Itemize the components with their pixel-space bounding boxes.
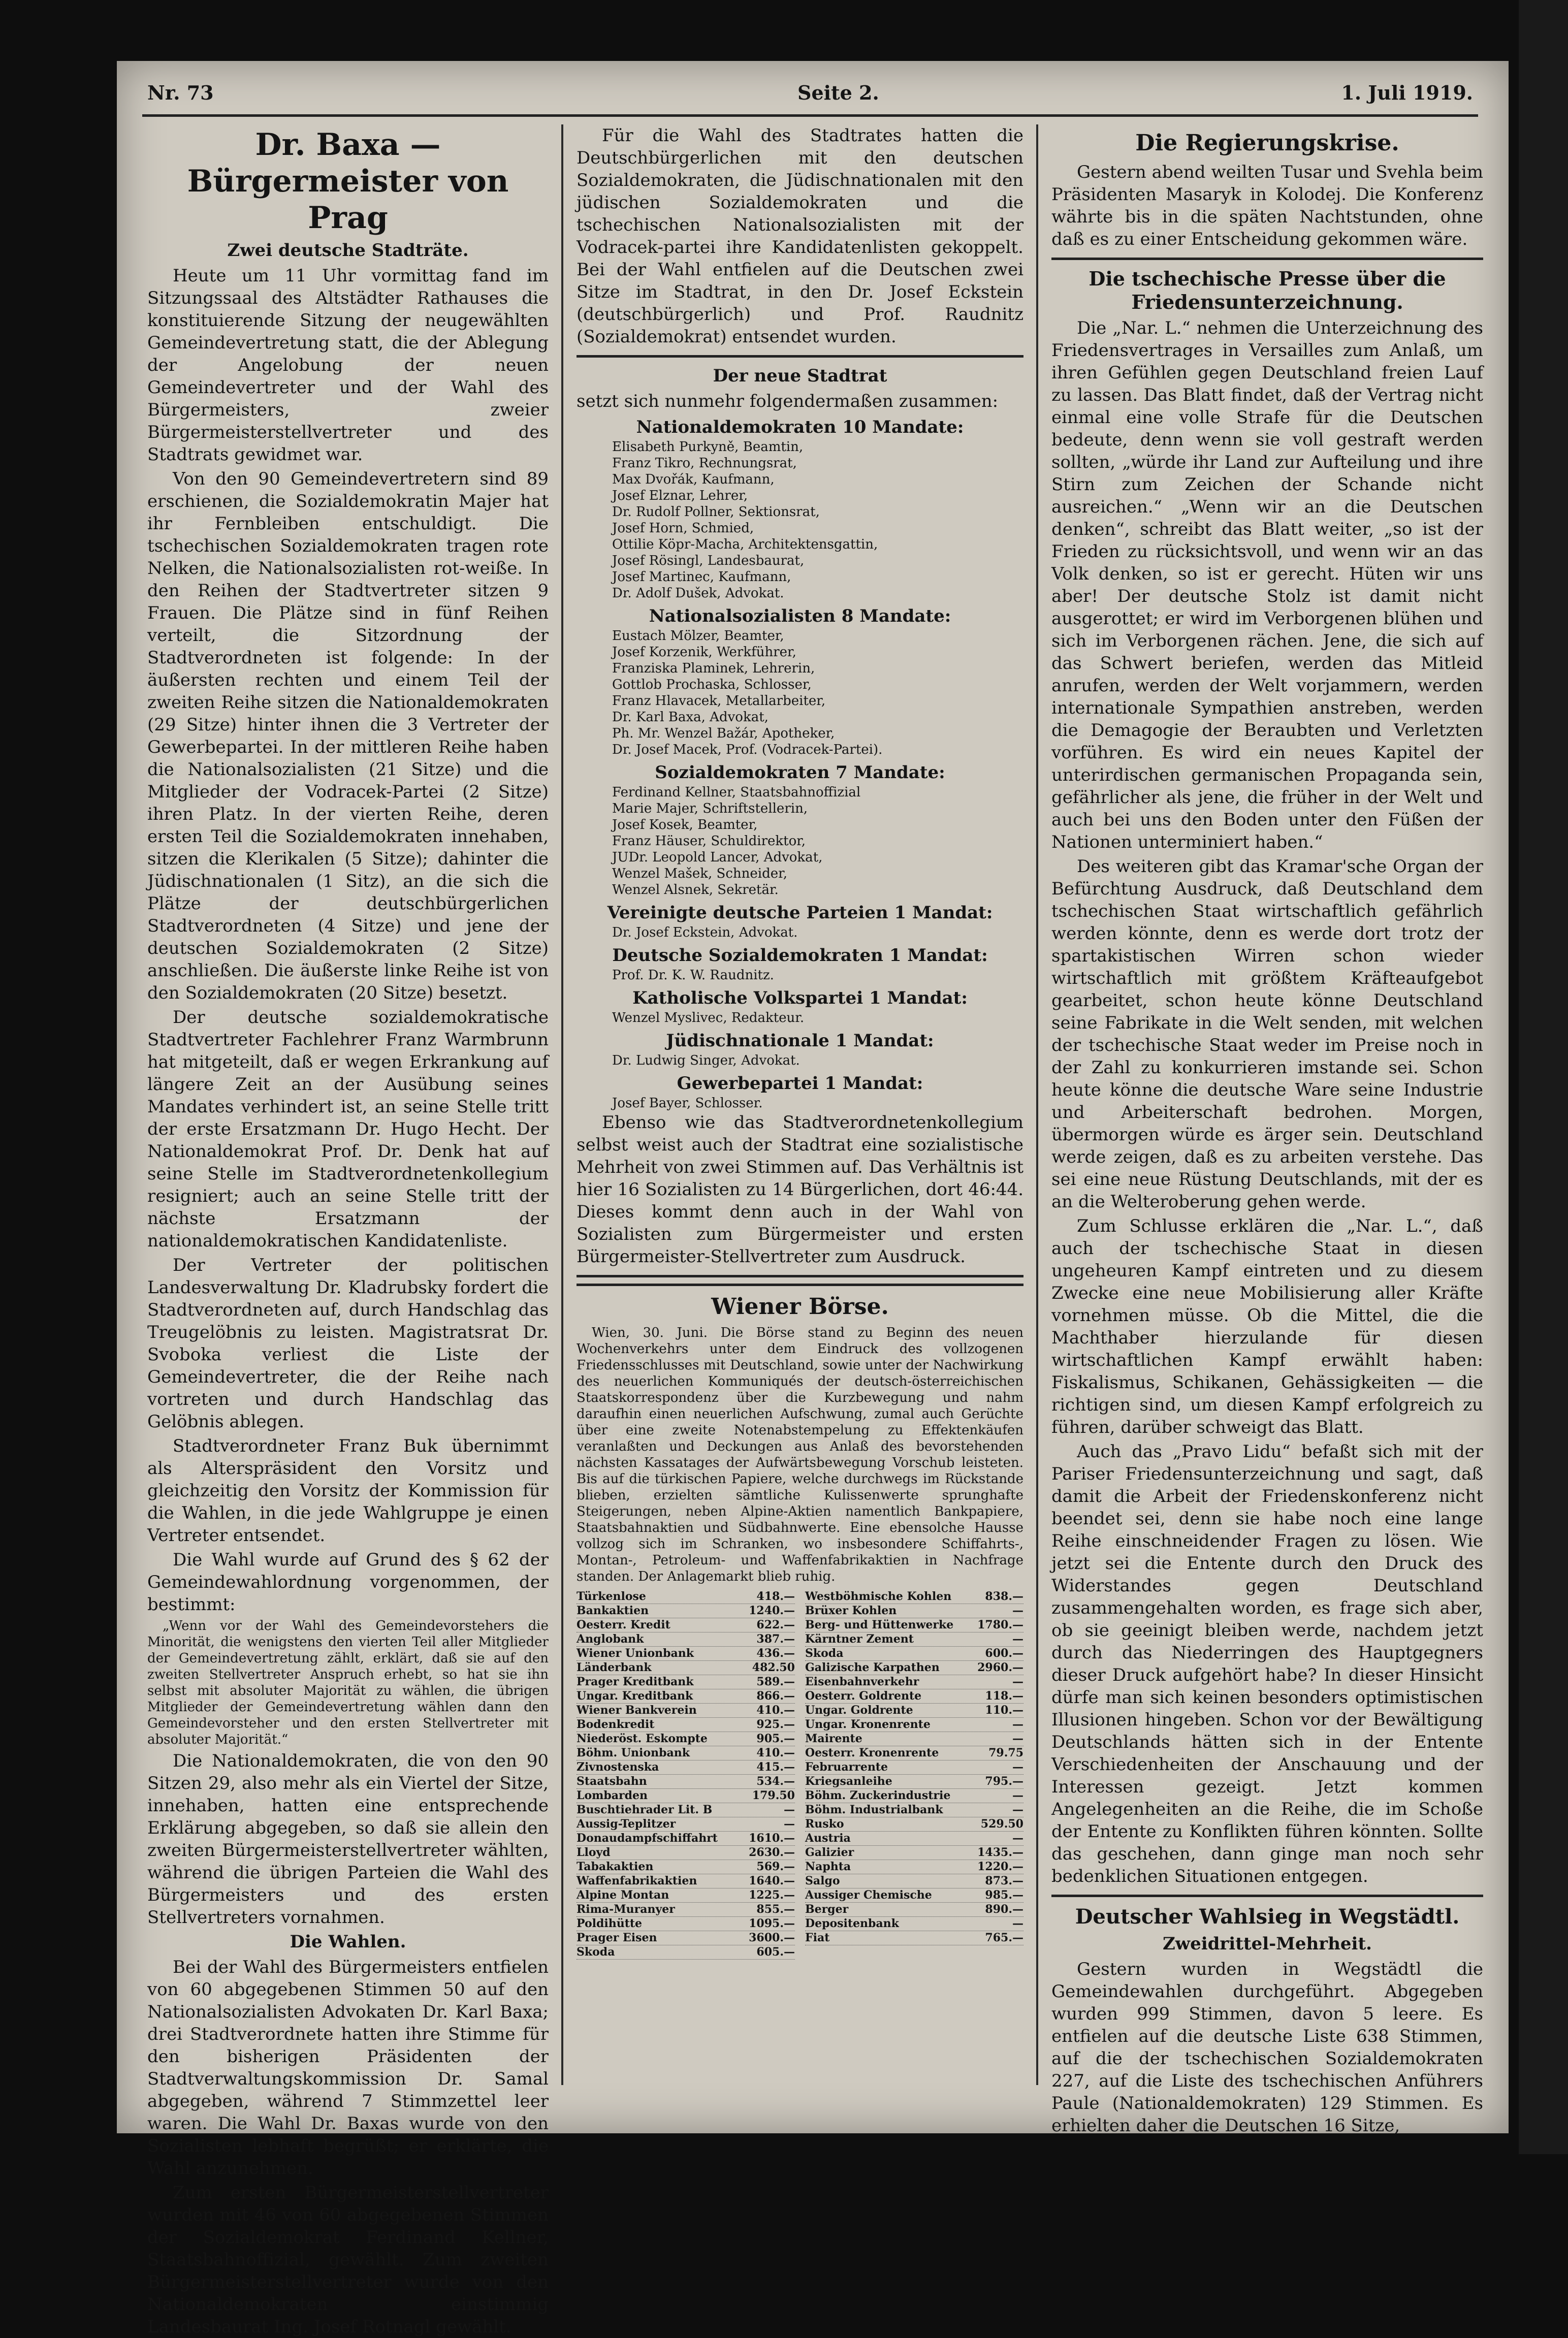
market-row: [577, 1803, 795, 1817]
market-value: 3600.—: [749, 1931, 795, 1944]
paragraph: Gestern abend weilten Tusar und Svehla beim Präsidenten Masaryk in Kolodej. Die Konferenz währte bis in die späten Nachtstunden, ohne daß es zu einer Entscheidung gekommen wäre.: [1051, 162, 1483, 249]
market-value: 1640.—: [749, 1874, 795, 1887]
market-value: —: [784, 1803, 795, 1816]
market-row: [805, 1632, 1023, 1647]
market-name: Buschtiehrader Lit. B: [577, 1803, 713, 1816]
member: Ph. Mr. Wenzel Bažár, Apotheker,: [612, 726, 835, 741]
article-title-presse: Die tschechische Presse über die Friedensunterzeichnung.: [1089, 267, 1446, 313]
market-value: —: [1012, 1632, 1023, 1646]
market-row: [805, 1874, 1023, 1888]
paragraph: Für die Wahl des Stadtrates hatten die Deutschbürgerlichen mit den deutschen Sozialdemokraten, die Jüdischnationalen mit den jüdischen Sozialdemokraten und die tschechischen Nationalsozialisten mit der Vodracek-partei ihre Kandidatenlisten gekoppelt. Bei der Wahl entfielen auf die Deutschen zwei Sitze im Stadtrat, in den Dr. Josef Eckstein (deutschbürgerlich) und Prof. Raudnitz (Sozialdemokrat) entsendet wurden.: [577, 125, 1023, 347]
member: Josef Korzenik, Werkführer,: [612, 645, 796, 660]
paragraph: Gestern wurden in Wegstädtl die Gemeindewahlen durchgeführt. Abgegeben wurden 999 Stimmen, davon 5 leere. Es entfielen auf die deutsche Liste 638 Stimmen, auf die der tschechischen Sozialdemokraten 227, auf die Liste des tschechischen Anführers Paule (Nationaldemokraten) 129 Stimmen. Es erhielten daher die Deutschen 16 Sitze,: [1051, 1959, 1483, 2136]
market-name: Böhm. Industrialbank: [805, 1803, 943, 1816]
market-value: 2960.—: [977, 1661, 1023, 1674]
market-name: Türkenlose: [577, 1590, 646, 1603]
market-row: [577, 1931, 795, 1945]
market-value: 118.—: [985, 1689, 1023, 1703]
subheading-wahlen: Die Wahlen.: [290, 1932, 406, 1952]
market-name: Oesterr. Kredit: [577, 1618, 670, 1631]
market-row: [577, 1632, 795, 1647]
boerse-title: Wiener Börse.: [711, 1294, 889, 1320]
market-name: Böhm. Unionbank: [577, 1746, 690, 1759]
paragraph: Heute um 11 Uhr vormittag fand im Sitzungssaal des Altstädter Rathauses die konstituierende Sitzung der neugewählten Gemeindevertretung statt, die der Ablegung der Angelobung der neuen Gemeindevertreter und der Wahl des Bürgermeisters, zweier Bürgermeisterstellvertreter und des Stadtrats gewidmet war.: [147, 266, 549, 465]
market-value: 482.50: [752, 1661, 795, 1674]
market-value: 1780.—: [977, 1618, 1023, 1631]
market-name: Kärntner Zement: [805, 1632, 914, 1646]
market-value: 795.—: [985, 1775, 1023, 1788]
column-2: [577, 124, 1023, 2070]
market-value: —: [1012, 1718, 1023, 1731]
market-value: —: [1012, 1917, 1023, 1930]
market-value: 418.—: [756, 1590, 795, 1603]
rule-double: [577, 1275, 1023, 1286]
article-title-wahlsieg: Deutscher Wahlsieg in Wegstädtl.: [1075, 1905, 1460, 1929]
market-name: Zivnostenska: [577, 1760, 659, 1774]
paragraph: Zum Schlusse erklären die „Nar. L.“, daß auch der tschechische Staat in diesen ungeheuren Kampf eintreten und zu diesem Zwecke eine neue Mobilisierung aller Kräfte vornehmen müsse. Ob die Mittel, die die Machthaber hierzulande für diesen wirtschaftlichen Kampf erwählt haben: Fiskalismus, Schikanen, Gehässigkeiten — die richtigen sind, um diesen Kampf erfolgreich zu führen, darüber schweigt das Blatt.: [1051, 1216, 1483, 1437]
market-name: Bankaktien: [577, 1604, 649, 1617]
market-row: [577, 1874, 795, 1888]
market-row: [577, 1817, 795, 1832]
market-column-right: [805, 1590, 1023, 1960]
market-value: 415.—: [756, 1760, 795, 1774]
market-name: Bodenkredit: [577, 1718, 655, 1731]
market-row: [805, 1888, 1023, 1903]
member: Franz Tikro, Rechnungsrat,: [612, 456, 797, 471]
market-value: 925.—: [756, 1718, 795, 1731]
market-value: —: [1012, 1803, 1023, 1816]
market-value: 110.—: [985, 1704, 1023, 1717]
paragraph: Auch das „Pravo Lidu“ befaßt sich mit der Pariser Friedensunterzeichnung und sagt, daß damit die Arbeit der Friedenskonferenz nicht beendet sei, denn sie habe noch eine lange Reihe einschneidender Fragen zu lösen. Wie jetzt sei die Entente durch den Druck des Widerstandes gegen Deutschland zusammengehalten worden, es frage sich aber, ob sie geeinigt bleiben werde, nachdem jetzt durch das Niederringen des Hauptgegners dieser Druck aufgehört habe? In dieser Hinsicht dürfe man sich keinen besonders optimistischen Illusionen hingeben. Schon vor der Bewältigung Deutschlands hätten sich in der Entente Verschiedenheiten der Anschauung und der Interessen gezeigt. Jetzt kommen Angelegenheiten an die Reihe, die im Schoße der Entente zu Konflikten führen könnten. Sollte das geschehen, dann ginge man noch sehr bedenklichen Situationen entgegen.: [1051, 1442, 1483, 1886]
market-name: Alpine Montan: [577, 1888, 669, 1902]
member: Dr. Rudolf Pollner, Sektionsrat,: [612, 504, 820, 520]
market-name: Donaudampfschiffahrt: [577, 1832, 718, 1845]
member: Max Dvořák, Kaufmann,: [612, 472, 775, 487]
market-row: [805, 1903, 1023, 1917]
member: Elisabeth Purkyně, Beamtin,: [612, 439, 804, 455]
member: Wenzel Mašek, Schneider,: [612, 866, 787, 881]
market-value: 622.—: [756, 1618, 795, 1631]
boerse-text: Wien, 30. Juni. Die Börse stand zu Beginn des neuen Wochenverkehrs unter dem Eindruck des vollzogenen Friedensschlusses mit Deutschland, sowie unter der Nachwirkung des neuerlichen Kommuniqués der deutsch-österreichischen Staatskorrespondenz über die Kurzbewegung und nahm daraufhin einen neuerlichen Aufschwung, zumal auch Gerüchte über eine zweite Notenabstempelung zu Effektenkäufen veranlaßten und Deckungen aus Anlaß des bevorstehenden nächsten Kassatages der Aufwärtsbewegung Vorschub leisteten. Bis auf die türkischen Papiere, welche durchwegs im Rückstande blieben, erzielten sämtliche Kulissenwerte sprunghafte Steigerungen, neben Alpine-Aktien namentlich Bankpapiere, Staatsbahnaktien und Südbahnwerte. Eine ebensolche Hausse vollzog sich im Schranken, wo insbesondere Schiffahrts-, Montan-, Petroleum- und Waffenfabrikaktien in Nachfrage standen. Der Anlagemarkt blieb ruhig.: [577, 1325, 1023, 1584]
market-name: Galizische Karpathen: [805, 1661, 940, 1674]
header-rule: [142, 114, 1478, 117]
market-table: [577, 1590, 1023, 1960]
page-header: [147, 81, 1473, 117]
market-name: Böhm. Zuckerindustrie: [805, 1789, 951, 1802]
market-value: 905.—: [756, 1732, 795, 1745]
member: JUDr. Leopold Lancer, Advokat,: [612, 850, 823, 865]
market-name: Tabakaktien: [577, 1860, 654, 1873]
member: Ferdinand Kellner, Staatsbahnoffizial: [612, 785, 861, 800]
market-name: Ungar. Kronenrente: [805, 1718, 931, 1731]
article-title-regierungskrise: Die Regierungskrise.: [1135, 130, 1399, 156]
party-heading: Nationalsozialisten 8 Mandate:: [649, 606, 951, 626]
market-value: 866.—: [756, 1689, 795, 1703]
market-name: Berger: [805, 1903, 849, 1916]
market-row: [577, 1604, 795, 1618]
market-row: [577, 1746, 795, 1760]
market-value: 1225.—: [749, 1888, 795, 1902]
market-value: 1240.—: [749, 1604, 795, 1617]
market-name: Staatsbahn: [577, 1775, 647, 1788]
party-heading: Vereinigte deutsche Parteien 1 Mandat:: [607, 903, 993, 923]
member: Josef Elznar, Lehrer,: [612, 488, 748, 503]
market-value: 890.—: [985, 1903, 1023, 1916]
market-row: [577, 1789, 795, 1803]
paragraph: Bei der Wahl des Bürgermeisters entfielen von 60 abgegebenen Stimmen 50 auf den Nationalsozialisten Advokaten Dr. Karl Baxa; drei Stadtverordnete hatten ihre Stimme für den bisherigen Präsidenten der Stadtverwaltungskommission Dr. Samal abgegeben, während 7 Stimmzettel leer waren. Die Wahl Dr. Baxas wurde von den Sozialisten lebhaft begrüßt; er erklärte, die Wahl anzunehmen.: [147, 1957, 549, 2179]
column-divider-2: [1036, 124, 1038, 2085]
market-row: [577, 1832, 795, 1846]
party-heading: Sozialdemokraten 7 Mandate:: [655, 762, 945, 783]
market-row: [805, 1732, 1023, 1746]
market-value: 855.—: [756, 1903, 795, 1916]
market-name: Ungar. Goldrente: [805, 1704, 913, 1717]
market-value: 569.—: [756, 1860, 795, 1873]
market-row: [805, 1746, 1023, 1760]
market-name: Depositenbank: [805, 1917, 899, 1930]
market-row: [805, 1789, 1023, 1803]
market-row: [577, 1945, 795, 1960]
column-3: [1051, 124, 1483, 2136]
market-row: [805, 1775, 1023, 1789]
market-value: 600.—: [985, 1647, 1023, 1660]
market-row: [805, 1931, 1023, 1945]
market-row: [577, 1860, 795, 1874]
member: Josef Rösingl, Landesbaurat,: [612, 553, 805, 568]
market-row: [805, 1860, 1023, 1874]
market-value: 1095.—: [749, 1917, 795, 1930]
market-name: Länderbank: [577, 1661, 652, 1674]
market-row: [577, 1675, 795, 1689]
market-name: Waffenfabrikaktien: [577, 1874, 697, 1887]
paragraph: Stadtverordneter Franz Buk übernimmt als Alterspräsident den Vorsitz und gleichzeitig den Vorsitz der Kommission für die Wahlen, in die jede Wahlgruppe je einen Vertreter entsendet.: [147, 1436, 549, 1546]
market-value: 79.75: [988, 1746, 1023, 1759]
market-row: [577, 1590, 795, 1604]
market-row: [577, 1647, 795, 1661]
market-name: Aussiger Chemische: [805, 1888, 932, 1902]
member: Dr. Josef Eckstein, Advokat.: [612, 925, 798, 940]
market-value: 589.—: [756, 1675, 795, 1688]
market-value: 765.—: [985, 1931, 1023, 1944]
newspaper-page: [117, 61, 1509, 2337]
market-row: [577, 1775, 795, 1789]
member: Ottilie Köpr-Macha, Architektensgattin,: [612, 537, 878, 552]
market-name: Wiener Unionbank: [577, 1647, 694, 1660]
market-name: Poldihütte: [577, 1917, 643, 1930]
market-name: Prager Kreditbank: [577, 1675, 694, 1688]
market-value: —: [784, 1817, 795, 1831]
paragraph: Die „Nar. L.“ nehmen die Unterzeichnung des Friedensvertrages in Versailles zum Anlaß, um ihren Gefühlen gegen Deutschland freien Lauf zu lassen. Das Blatt findet, daß der Vertrag nicht einmal eine volle Strafe für die Deutschen bedeute, denn wenn sie voll gestraft werden sollten, „würde ihr Land zur Aufteilung und ihre Stirn zum Zeichen der Schande nicht ausreichen.“ „Wenn wir an die Deutschen denken“, schreibt das Blatt weiter, „so ist der Frieden zu rücksichtsvoll, und wenn wir an das Volk denken, so ist er gerecht. Hüten wir uns aber! Der deutsche Stolz ist damit nicht ausgerottet; er wird im Verborgenen blühen und sich im Verborgenen rächen. Jene, die sich auf das Schwert beriefen, werden das Mitleid anrufen, werden der Welt vorjammern, werden internationale Sympathien anstreben, werden die Demagogie der Beraubten und Verletzten vorführen. Es wird ein neues Kapitel der unterirdischen germanischen Propaganda sein, gefährlicher als jene, die früher in der Welt und auch bei uns den Boden unter den Füßen der Nationen unterminiert haben.“: [1051, 318, 1483, 852]
rule: [577, 355, 1023, 358]
market-row: [805, 1618, 1023, 1632]
member: Gottlob Prochaska, Schlosser,: [612, 677, 812, 692]
market-row: [805, 1590, 1023, 1604]
market-name: Berg- und Hüttenwerke: [805, 1618, 954, 1631]
market-name: Brüxer Kohlen: [805, 1604, 897, 1617]
paragraph: Ebenso wie das Stadtverordnetenkollegium selbst weist auch der Stadtrat eine sozialistische Mehrheit von zwei Stimmen auf. Das Verhältnis ist hier 16 Sozialisten zu 14 Bürgerlichen, dort 46:44. Dieses kommt denn auch in der Wahl von Sozialisten zum Bürgermeister und ersten Bürgermeister-Stellvertreter zum Ausdruck.: [577, 1112, 1023, 1267]
party-heading: Nationaldemokraten 10 Mandate:: [636, 417, 964, 437]
market-name: Lombarden: [577, 1789, 648, 1802]
member: Franz Hlavacek, Metallarbeiter,: [612, 693, 826, 709]
market-row: [577, 1903, 795, 1917]
market-row: [805, 1647, 1023, 1661]
market-row: [577, 1846, 795, 1860]
market-row: [805, 1704, 1023, 1718]
market-row: [577, 1718, 795, 1732]
market-name: Galizier: [805, 1846, 854, 1859]
market-name: Austria: [805, 1832, 851, 1845]
market-row: [805, 1661, 1023, 1675]
market-row: [577, 1760, 795, 1775]
market-value: 838.—: [985, 1590, 1023, 1603]
market-name: Eisenbahnverkehr: [805, 1675, 919, 1688]
market-name: Mairente: [805, 1732, 862, 1745]
column-1: [147, 124, 549, 2337]
market-row: [577, 1704, 795, 1718]
market-name: Skoda: [577, 1945, 615, 1959]
member: Marie Majer, Schriftstellerin,: [612, 801, 808, 816]
market-value: 1610.—: [749, 1832, 795, 1845]
market-name: Ungar. Kreditbank: [577, 1689, 693, 1703]
market-value: 410.—: [756, 1746, 795, 1759]
member: Eustach Mölzer, Beamter,: [612, 628, 784, 644]
paragraph: Des weiteren gibt das Kramar'sche Organ der Befürchtung Ausdruck, daß Deutschland dem tschechischen Staat wirtschaftlich gefährlich werden könnte, denn es werde dort trotz der spartakistischen Wirren schon wieder wirtschaftlich mit größtem Kräfteaufgebot gearbeitet, schon heute könne Deutschland seine Fabrikate in die Welt senden, mit welchen der tschechische Staat weder im Preise noch in der Zahl zu konkurrieren imstande sei. Schon heute könne die deutsche Ware seine Industrie und Arbeiterschaft bedrohen. Morgen, übermorgen würde es ärger sein. Deutschland werde zeigen, daß es zu arbeiten verstehe. Das sei eine neue Rüstung Deutschlands, mit der es an die Welteroberung gehen werde.: [1051, 856, 1483, 1212]
market-row: [805, 1817, 1023, 1832]
market-value: 2630.—: [749, 1846, 795, 1859]
market-value: 410.—: [756, 1704, 795, 1717]
member: Dr. Ludwig Singer, Advokat.: [612, 1053, 800, 1068]
member: Franziska Plaminek, Lehrerin,: [612, 661, 815, 676]
market-value: 1220.—: [977, 1860, 1023, 1873]
paragraph: Zum ersten Bürgermeisterstellvertreter wurden mit 46 von 60 abgegebenen Stimmen der Sozialdemokrat Ferdinand Kellner, Staatsbahnoffizial, gewählt. Zum zweiten Bürgermeisterstellvertreter wurde von den Nationaldemokraten einstimmig Landesbaurat Ing. Josef Rotnagl gewählt.: [147, 2183, 549, 2337]
stadtrat-heading: Der neue Stadtrat: [713, 366, 887, 386]
market-value: —: [1012, 1789, 1023, 1802]
party-heading: Gewerbepartei 1 Mandat:: [677, 1073, 923, 1094]
rule: [1051, 1895, 1483, 1897]
market-row: [805, 1803, 1023, 1817]
scan-edge: [1519, 0, 1568, 2154]
market-name: Naphta: [805, 1860, 851, 1873]
market-name: Westböhmische Kohlen: [805, 1590, 952, 1603]
member: Prof. Dr. K. W. Raudnitz.: [612, 968, 774, 983]
market-name: Prager Eisen: [577, 1931, 657, 1944]
market-row: [805, 1689, 1023, 1704]
market-name: Wiener Bankverein: [577, 1704, 697, 1717]
market-value: 529.50: [980, 1817, 1023, 1831]
article-subtitle-wahlsieg: Zweidrittel-Mehrheit.: [1162, 1934, 1372, 1954]
member: Wenzel Alsnek, Sekretär.: [612, 882, 779, 898]
market-value: —: [1012, 1760, 1023, 1774]
member: Franz Häuser, Schuldirektor,: [612, 834, 806, 849]
member: Dr. Adolf Dušek, Advokat.: [612, 586, 784, 601]
market-row: [577, 1689, 795, 1704]
market-row: [577, 1732, 795, 1746]
party-heading: Katholische Volkspartei 1 Mandat:: [632, 988, 968, 1008]
member: Josef Martinec, Kaufmann,: [612, 569, 791, 585]
market-name: Fiat: [805, 1931, 830, 1944]
article-subtitle-baxa: Zwei deutsche Stadträte.: [227, 240, 469, 261]
market-value: 873.—: [985, 1874, 1023, 1887]
article-title-baxa: Dr. Baxa — Bürgermeister von Prag: [187, 127, 509, 236]
market-value: 605.—: [756, 1945, 795, 1959]
market-name: Rima-Muranyer: [577, 1903, 675, 1916]
market-value: —: [1012, 1832, 1023, 1845]
market-name: Lloyd: [577, 1846, 611, 1859]
member: Josef Kosek, Beamter,: [612, 817, 758, 832]
law-quote: „Wenn vor der Wahl des Gemeindevorstehers die Minorität, die wenigstens den vierten Teil aller Mitglieder der Gemeindevertretung zählt, erklärt, daß sie auf den zweiten Stellvertreter Anspruch erhebt, so hat sie ihn selbst mit absoluter Majorität zu wählen, die übrigen Mitglieder der Gemeindevertretung wählen dann den Gemeindevorsteher und den ersten Stellvertreter mit absoluter Majorität.“: [147, 1618, 549, 1747]
member: Josef Horn, Schmied,: [612, 521, 754, 536]
member: Josef Bayer, Schlosser.: [612, 1096, 763, 1111]
paragraph: Von den 90 Gemeindevertretern sind 89 erschienen, die Sozialdemokratin Majer hat ihr Fernbleiben entschuldigt. Die tschechischen Sozialdemokraten tragen rote Nelken, die Nationalsozialisten rot-weiße. In den Reihen der Stadtvertreter sitzen 9 Frauen. Die Plätze sind in fünf Reihen verteilt, die Sitzordnung der Stadtverordneten ist folgende: In der äußersten rechten und einem Teil der zweiten Reihe sitzen die Nationaldemokraten (29 Sitze) hinter ihnen die 3 Vertreter der Gewerbepartei. In der mittleren Reihe haben die Nationalsozialisten (21 Sitze) und die Mitglieder der Vodracek-Partei (2 Sitze) ihren Platz. In der vierten Reihe, deren ersten Teil die Sozialdemokraten innehaben, sitzen die Klerikalen (5 Sitze); dahinter die Jüdischnationalen (1 Sitz), an die sich die Plätze der deutschbürgerlichen Stadtverordneten (4 Sitze) und jene der deutschen Sozialdemokraten (2 Sitze) anschließen. Die äußerste linke Reihe ist von den Sozialdemokraten (20 Sitze) besetzt.: [147, 469, 549, 1003]
market-value: 179.50: [752, 1789, 795, 1802]
stadtrat-intro: setzt sich nunmehr folgendermaßen zusammen:: [577, 391, 999, 411]
market-row: [805, 1604, 1023, 1618]
market-value: 1435.—: [977, 1846, 1023, 1859]
market-row: [805, 1917, 1023, 1931]
market-name: Oesterr. Kronenrente: [805, 1746, 939, 1759]
market-row: [805, 1832, 1023, 1846]
issue-number: Nr. 73: [147, 81, 214, 104]
page-number: Seite 2.: [797, 81, 879, 104]
paragraph: Der Vertreter der politischen Landesverwaltung Dr. Kladrubsky fordert die Stadtverordneten auf, durch Handschlag das Treugelöbnis zu leisten. Magistratsrat Dr. Svoboka verliest die Liste der Gemeindevertreter, die der Reihe nach vortreten und durch Handschlag das Gelöbnis ablegen.: [147, 1255, 549, 1432]
market-row: [805, 1760, 1023, 1775]
market-value: —: [1012, 1675, 1023, 1688]
paragraph: Die Wahl wurde auf Grund des § 62 der Gemeindewahlordnung vorgenommen, der bestimmt:: [147, 1550, 549, 1615]
party-heading: Deutsche Sozialdemokraten 1 Mandat:: [612, 945, 988, 966]
paragraph: Die Nationaldemokraten, die von den 90 Sitzen 29, also mehr als ein Viertel der Sitze, innehaben, hatten eine entsprechende Erklärung abgegeben, so daß sie allein den zweiten Bürgermeisterstellvertreter wählten, während die übrigen Parteien die Wahl des Bürgermeisters und des ersten Stellvertreters vornahmen.: [147, 1751, 549, 1928]
rule: [1051, 258, 1483, 260]
market-name: Oesterr. Goldrente: [805, 1689, 922, 1703]
market-name: Kriegsanleihe: [805, 1775, 892, 1788]
member: Dr. Karl Baxa, Advokat,: [612, 710, 769, 725]
market-value: —: [1012, 1604, 1023, 1617]
market-row: [577, 1661, 795, 1675]
column-divider-1: [561, 124, 563, 2085]
market-column-left: [577, 1590, 795, 1960]
market-value: 436.—: [756, 1647, 795, 1660]
market-row: [805, 1846, 1023, 1860]
market-value: 534.—: [756, 1775, 795, 1788]
market-row: [805, 1675, 1023, 1689]
paragraph: Der deutsche sozialdemokratische Stadtvertreter Fachlehrer Franz Warmbrunn hat mitgeteilt, daß er wegen Erkrankung auf längere Zeit an der Ausübung seines Mandates verhindert ist, an seine Stelle tritt der erste Ersatzmann Dr. Hugo Hecht. Der Nationaldemokrat Prof. Dr. Denk hat auf seine Stelle im Stadtverordnetenkollegium resigniert; auch an seine Stelle tritt der nächste Ersatzmann der nationaldemokratischen Kandidatenliste.: [147, 1007, 549, 1251]
market-name: Rusko: [805, 1817, 844, 1831]
market-name: Februarrente: [805, 1760, 888, 1774]
market-name: Niederöst. Eskompte: [577, 1732, 708, 1745]
member: Dr. Josef Macek, Prof. (Vodracek-Partei).: [612, 742, 883, 757]
party-heading: Jüdischnationale 1 Mandat:: [666, 1031, 934, 1051]
member: Wenzel Myslivec, Redakteur.: [612, 1010, 805, 1026]
market-name: Anglobank: [577, 1632, 644, 1646]
market-value: —: [1012, 1732, 1023, 1745]
market-name: Aussig-Teplitzer: [577, 1817, 676, 1831]
market-name: Salgo: [805, 1874, 840, 1887]
market-row: [577, 1888, 795, 1903]
market-row: [577, 1618, 795, 1632]
market-row: [805, 1718, 1023, 1732]
market-name: Skoda: [805, 1647, 844, 1660]
issue-date: 1. Juli 1919.: [1341, 81, 1473, 104]
market-value: 985.—: [985, 1888, 1023, 1902]
market-row: [577, 1917, 795, 1931]
market-value: 387.—: [756, 1632, 795, 1646]
